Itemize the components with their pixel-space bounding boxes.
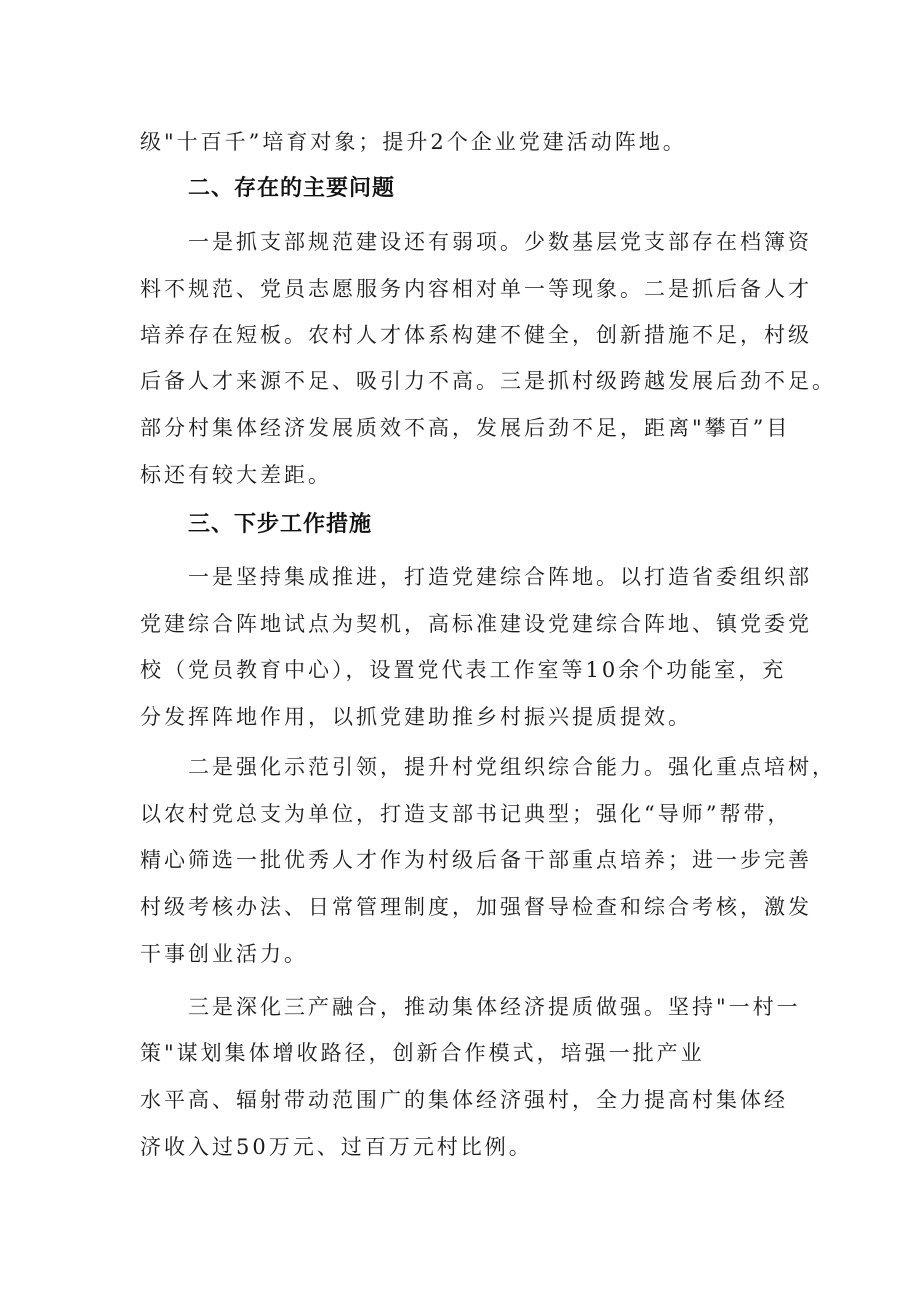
section-3-heading: 三、下步工作措施	[188, 512, 373, 537]
section-3-p3-line-4: 济收入过50万元、过百万元村比例。	[140, 1135, 533, 1159]
section-2-p1-line-4: 后备人才来源不足、吸引力不高。三是抓村级跨越发展后劲不足。	[140, 369, 836, 393]
section-3-p2-line-5: 干事创业活力。	[140, 942, 308, 966]
section-3-p3-line-1: 三是深化三产融合，推动集体经济提质做强。坚持"一村一	[188, 995, 801, 1019]
section-3-p1-line-1: 一是坚持集成推进，打造党建综合阵地。以打造省委组织部	[188, 565, 812, 589]
section-3-p3-line-3: 水平高、辐射带动范围广的集体经济强村，全力提高村集体经	[140, 1088, 788, 1112]
section-3-p2-line-4: 村级考核办法、日常管理制度，加强督导检查和综合考核，激发	[140, 895, 812, 919]
section-2-heading: 二、存在的主要问题	[188, 176, 396, 201]
section-3-p3-line-2: 策"谋划集体增收路径，创新合作模式，培强一批产业	[140, 1041, 705, 1065]
section-3-p1-line-2: 党建综合阵地试点为契机，高标准建设党建综合阵地、镇党委党	[140, 612, 812, 636]
section-3-p2-line-2: 以农村党总支为单位，打造支部书记典型；强化“导师”帮带，	[140, 802, 792, 826]
intro-line-1: 级"十百千”培育对象；提升2个企业党建活动阵地。	[140, 130, 687, 154]
section-2-p1-line-2: 料不规范、党员志愿服务内容相对单一等现象。二是抓后备人才	[140, 277, 812, 301]
section-3-p1-line-4: 分发挥阵地作用，以抓党建助推乡村振兴提质提效。	[140, 705, 692, 729]
section-2-p1-line-3: 培养存在短板。农村人才体系构建不健全，创新措施不足，村级	[140, 323, 812, 347]
section-2-p1-line-1: 一是抓支部规范建设还有弱项。少数基层党支部存在档簿资	[188, 230, 812, 254]
section-2-p1-line-5: 部分村集体经济发展质效不高，发展后劲不足，距离"攀百”目	[140, 416, 791, 440]
section-3-p2-line-3: 精心筛选一批优秀人才作为村级后备干部重点培养；进一步完善	[140, 848, 812, 872]
section-2-p1-line-6: 标还有较大差距。	[140, 463, 332, 487]
section-3-p1-line-3: 校（党员教育中心），设置党代表工作室等10余个功能室，充	[140, 658, 787, 682]
section-3-p2-line-1: 二是强化示范引领，提升村党组织综合能力。强化重点培树，	[188, 755, 836, 779]
